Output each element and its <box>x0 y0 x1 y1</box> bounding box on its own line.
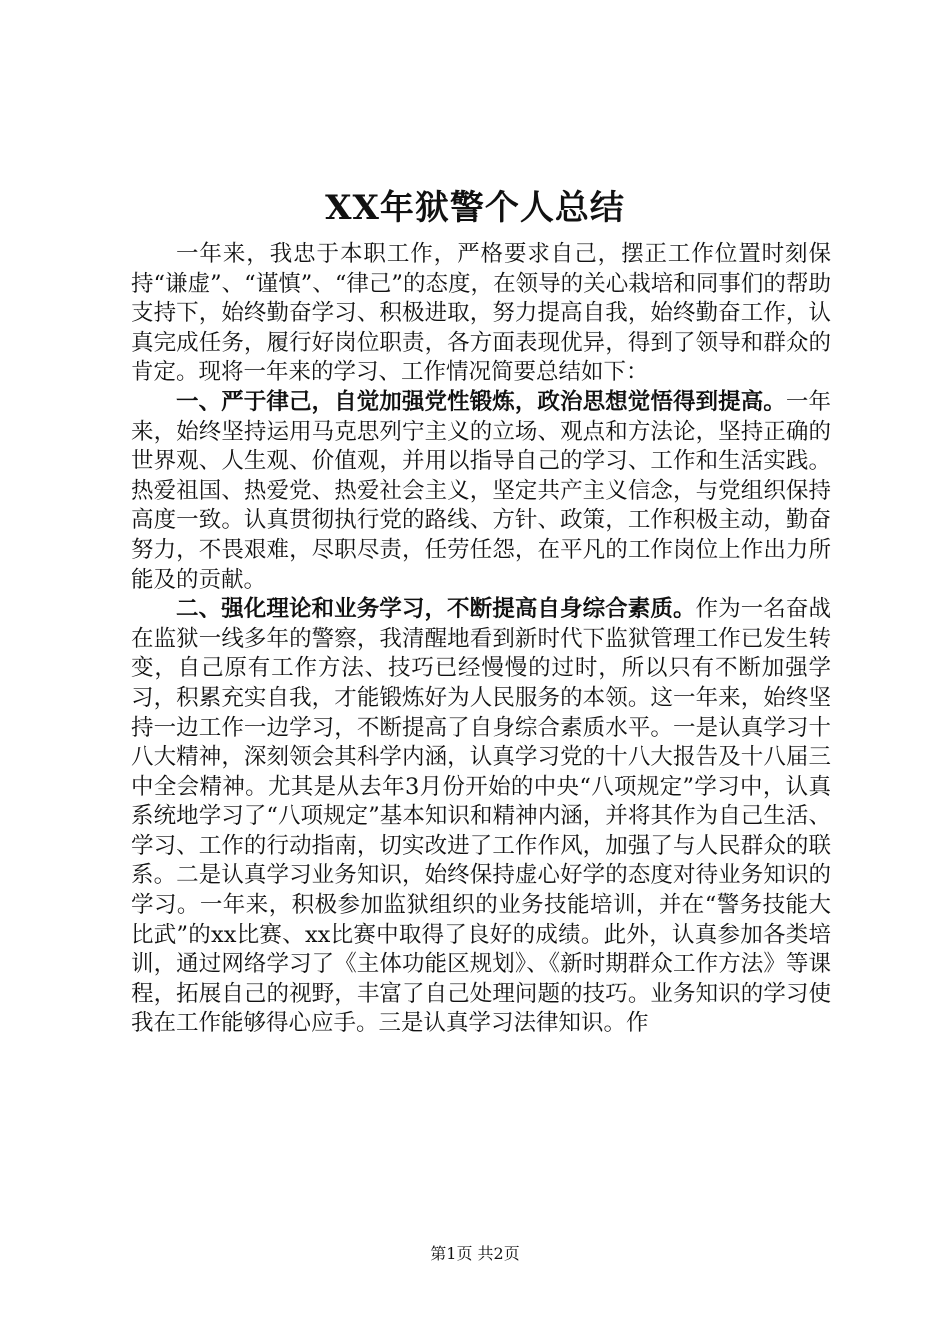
section-1-text: 一年来，始终坚持运用马克思列宁主义的立场、观点和方法论，坚持正确的世界观、人生观、价值观，并用以指导自己的学习、工作和生活实践。热爱祖国、热爱党、热爱社会主义，坚定共产主义信念，与党组织保持高度一致。认真贯彻执行党的路线、方针、政策，工作积极主动，勤奋努力，不畏艰难，尽职尽责，任劳任怨，在平凡的工作岗位上作出力所能及的贡献。 <box>131 388 831 593</box>
page-number-footer: 第1页 共2页 <box>430 1244 520 1263</box>
document-body <box>131 240 831 1039</box>
section-1-heading: 一、严于律己，自觉加强党性锻炼，政治思想觉悟得到提高。 <box>176 388 786 415</box>
paragraph-section-1 <box>131 388 831 595</box>
paragraph-intro <box>131 240 831 388</box>
section-2-heading: 二、强化理论和业务学习，不断提高自身综合素质。 <box>176 596 696 623</box>
paragraph-section-2 <box>131 595 831 1039</box>
document-title: XX年狱警个人总结 <box>325 188 625 228</box>
paragraph-intro-text: 一年来，我忠于本职工作，严格要求自己，摆正工作位置时刻保持“谦虚”、“谨慎”、“律己”的态度，在领导的关心栽培和同事们的帮助支持下，始终勤奋学习、积极进取，努力提高自我，始终勤奋工作，认真完成任务，履行好岗位职责，各方面表现优异，得到了领导和群众的肯定。现将一年来的学习、工作情况简要总结如下： <box>131 241 831 386</box>
section-2-text: 作为一名奋战在监狱一线多年的警察，我清醒地看到新时代下监狱管理工作已发生转变，自己原有工作方法、技巧已经慢慢的过时，所以只有不断加强学习，积累充实自我，才能锻炼好为人民服务的本领。这一年来，始终坚持一边工作一边学习，不断提高了自身综合素质水平。一是认真学习十八大精神，深刻领会其科学内涵，认真学习党的十八大报告及十八届三中全会精神。尤其是从去年3月份开始的中央“八项规定”学习中，认真系统地学习了“八项规定”基本知识和精神内涵，并将其作为自己生活、学习、工作的行动指南，切实改进了工作作风，加强了与人民群众的联系。二是认真学习业务知识，始终保持虚心好学的态度对待业务知识的学习。一年来，积极参加监狱组织的业务技能培训，并在“警务技能大比武”的xx比赛、xx比赛中取得了良好的成绩。此外，认真参加各类培训，通过网络学习了《主体功能区规划》、《新时期群众工作方法》等课程，拓展自己的视野，丰富了自己处理问题的技巧。业务知识的学习使我在工作能够得心应手。三是认真学习法律知识。作 <box>131 596 831 1037</box>
